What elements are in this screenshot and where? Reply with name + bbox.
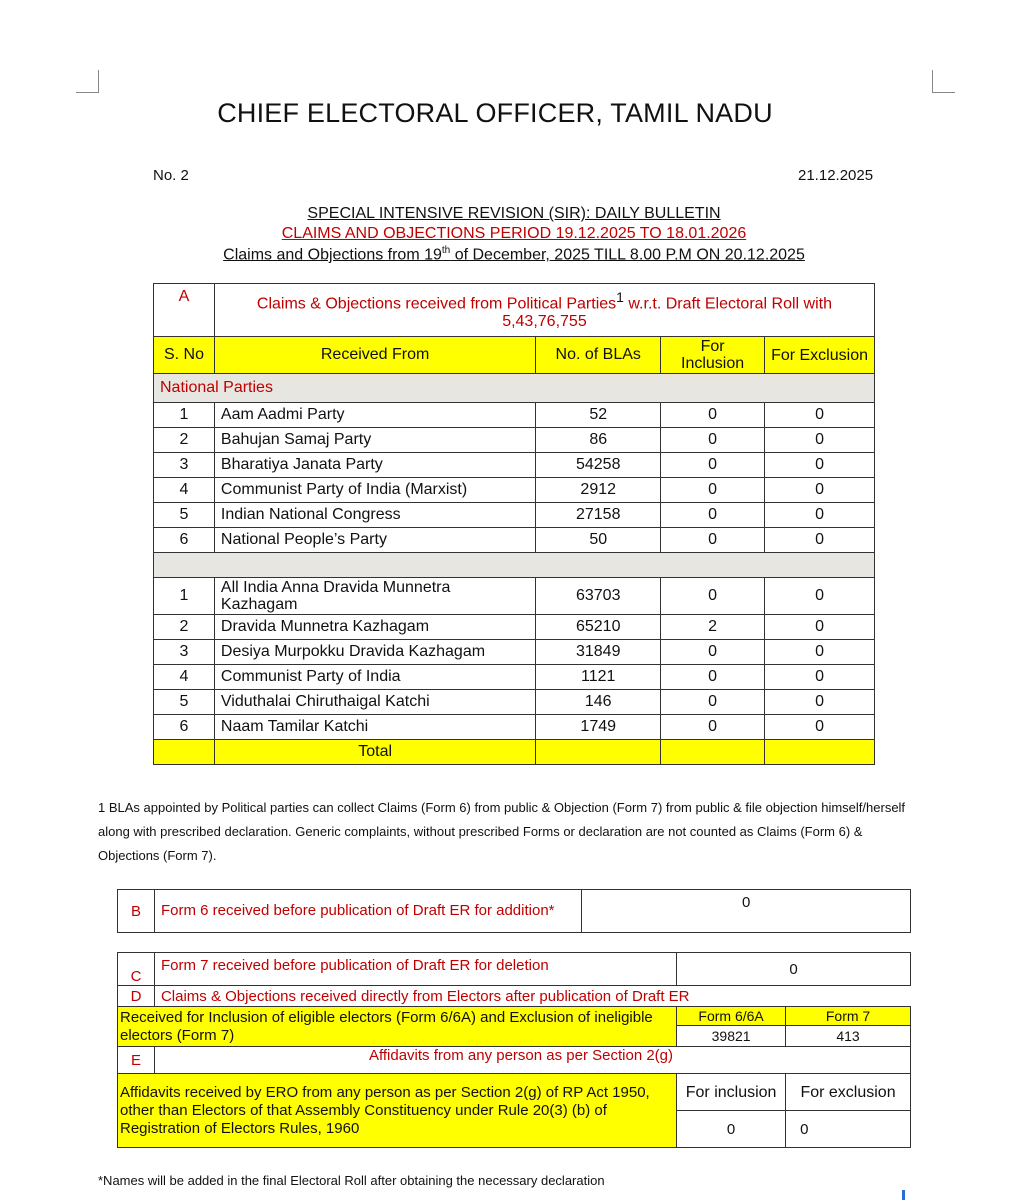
table-row — [154, 615, 875, 640]
table-row — [154, 453, 875, 478]
section-d-letter: D — [118, 986, 155, 1007]
row-exclusion: 0 — [765, 665, 875, 690]
bulletin-date: 21.12.2025 — [798, 167, 874, 184]
bottom-note: *Names will be added in the final Electoral Roll after obtaining the necessary declaration — [98, 1173, 605, 1188]
state-parties-spacer — [154, 553, 875, 578]
section-a-letter: A — [154, 284, 215, 337]
table-row — [154, 715, 875, 740]
table-row — [154, 665, 875, 690]
table-row — [154, 528, 875, 553]
section-e-val-inclusion: 0 — [677, 1111, 786, 1148]
section-e-col-inclusion: For inclusion — [677, 1074, 786, 1111]
section-e-label: Affidavits from any person as per Section 2(g) — [154, 1047, 910, 1074]
section-e-letter: E — [118, 1047, 155, 1074]
row-inclusion: 0 — [661, 403, 765, 428]
section-d-data-row — [118, 1007, 911, 1026]
row-party-name: Bahujan Samaj Party — [214, 428, 535, 453]
crop-mark-top-left — [76, 70, 99, 93]
section-a-title-row — [154, 284, 875, 337]
row-blas: 2912 — [536, 478, 661, 503]
claims-window-heading — [0, 245, 1016, 264]
claims-window-superscript: th — [441, 245, 451, 256]
row-sno: 5 — [154, 503, 215, 528]
row-sno: 6 — [154, 528, 215, 553]
scroll-indicator — [902, 1190, 905, 1200]
row-exclusion: 0 — [765, 428, 875, 453]
section-b-value: 0 — [582, 890, 911, 933]
row-blas: 52 — [536, 403, 661, 428]
section-d-col-form6: Form 6/6A — [677, 1007, 786, 1026]
row-blas: 1121 — [536, 665, 661, 690]
section-b-label: Form 6 received before publication of Draft ER for addition* — [154, 890, 581, 933]
total-empty-sno — [154, 740, 215, 765]
footnote-number: 1 — [98, 800, 106, 815]
section-e-heading-row — [118, 1047, 911, 1074]
bulletin-heading: SPECIAL INTENSIVE REVISION (SIR): DAILY BULLETIN — [307, 205, 721, 222]
row-inclusion: 0 — [661, 478, 765, 503]
bulletin-number: No. 2 — [153, 167, 189, 184]
row-exclusion: 0 — [765, 578, 875, 615]
row-blas: 31849 — [536, 640, 661, 665]
row-exclusion: 0 — [765, 453, 875, 478]
section-a-title-pre: Claims & Objections received from Political Parties — [256, 295, 617, 313]
total-exclusion — [765, 740, 875, 765]
row-inclusion: 0 — [661, 665, 765, 690]
col-header-sno: S. No — [154, 337, 215, 374]
row-inclusion: 0 — [661, 453, 765, 478]
row-party-name: National People’s Party — [214, 528, 535, 553]
row-exclusion: 0 — [765, 478, 875, 503]
section-c-row — [118, 953, 911, 986]
section-e-val-exclusion: 0 — [786, 1111, 911, 1148]
row-exclusion: 0 — [765, 403, 875, 428]
table-row — [154, 690, 875, 715]
section-a-title-post: w.r.t. Draft Electoral Roll with — [623, 295, 832, 313]
row-blas: 1749 — [536, 715, 661, 740]
total-inclusion — [661, 740, 765, 765]
section-a-roll-size: 5,43,76,755 — [502, 313, 587, 331]
row-blas: 146 — [536, 690, 661, 715]
table-row — [154, 403, 875, 428]
section-c-value: 0 — [677, 953, 911, 986]
row-sno: 3 — [154, 453, 215, 478]
row-inclusion: 0 — [661, 503, 765, 528]
table-row — [154, 478, 875, 503]
row-sno: 3 — [154, 640, 215, 665]
row-exclusion: 0 — [765, 528, 875, 553]
row-exclusion: 0 — [765, 503, 875, 528]
row-inclusion: 0 — [661, 715, 765, 740]
row-party-name: Communist Party of India (Marxist) — [214, 478, 535, 503]
row-party-name: Indian National Congress — [214, 503, 535, 528]
section-b-table — [117, 889, 911, 933]
row-exclusion: 0 — [765, 640, 875, 665]
section-d-val-form6: 39821 — [677, 1026, 786, 1047]
section-e-col-row — [118, 1074, 911, 1111]
row-blas: 86 — [536, 428, 661, 453]
table-row — [154, 503, 875, 528]
row-sno: 4 — [154, 665, 215, 690]
row-sno: 2 — [154, 615, 215, 640]
claims-period-heading: CLAIMS AND OBJECTIONS PERIOD 19.12.2025 TO 18.01.2026 — [281, 225, 747, 242]
footnote — [98, 796, 906, 868]
row-sno: 2 — [154, 428, 215, 453]
row-party-name: Naam Tamilar Katchi — [214, 715, 535, 740]
row-inclusion: 0 — [661, 428, 765, 453]
row-sno: 5 — [154, 690, 215, 715]
section-b-row — [118, 890, 911, 933]
row-exclusion: 0 — [765, 690, 875, 715]
row-party-name: Aam Aadmi Party — [214, 403, 535, 428]
col-header-received-from: Received From — [214, 337, 535, 374]
row-blas: 50 — [536, 528, 661, 553]
row-inclusion: 2 — [661, 615, 765, 640]
crop-mark-top-right — [932, 70, 955, 93]
section-d-row-label: Received for Inclusion of eligible electors (Form 6/6A) and Exclusion of ineligible electors (Form 7) — [118, 1007, 677, 1047]
claims-window-text-post: of December, 2025 TILL 8.00 P.M ON 20.12.2025 — [450, 246, 805, 264]
table-row — [154, 640, 875, 665]
row-exclusion: 0 — [765, 615, 875, 640]
claims-window-text-pre: Claims and Objections from 19 — [223, 246, 442, 264]
row-party-name: Viduthalai Chiruthaigal Katchi — [214, 690, 535, 715]
section-a-footnote-ref: 1 — [616, 288, 624, 305]
section-e-col-exclusion: For exclusion — [786, 1074, 911, 1111]
row-sno: 6 — [154, 715, 215, 740]
col-header-exclusion: For Exclusion — [765, 337, 875, 374]
footnote-text: BLAs appointed by Political parties can collect Claims (Form 6) from public & Objection (Form 7) from public & file objection himself/herself along with prescribed declaration. Generic complaints, without prescribed Forms or declaration are not counted as Claims (Form 6) & Objections (Form 7). — [98, 800, 906, 863]
row-party-name: Communist Party of India — [214, 665, 535, 690]
col-header-blas: No. of BLAs — [536, 337, 661, 374]
row-blas: 63703 — [536, 578, 661, 615]
national-parties-heading-row — [154, 374, 875, 403]
state-parties-heading-row — [154, 553, 875, 578]
total-blas — [536, 740, 661, 765]
col-header-inclusion: For Inclusion — [661, 337, 765, 374]
row-sno: 1 — [154, 403, 215, 428]
national-parties-label: National Parties — [154, 374, 875, 403]
section-c-letter: C — [118, 953, 155, 986]
section-cde-table — [117, 952, 911, 1148]
row-inclusion: 0 — [661, 578, 765, 615]
section-e-row-label: Affidavits received by ERO from any person as per Section 2(g) of RP Act 1950, other than Electors of that Assembly Constituency under Rule 20(3) (b) of Registration of Electors Rules, 1960 — [118, 1074, 677, 1148]
total-row — [154, 740, 875, 765]
row-party-name: All India Anna Dravida Munnetra Kazhagam — [214, 578, 535, 615]
page-title: CHIEF ELECTORAL OFFICER, TAMIL NADU — [217, 98, 773, 128]
section-d-heading-row — [118, 986, 911, 1007]
row-party-name: Dravida Munnetra Kazhagam — [214, 615, 535, 640]
row-blas: 65210 — [536, 615, 661, 640]
section-c-label: Form 7 received before publication of Draft ER for deletion — [154, 953, 676, 986]
section-d-label: Claims & Objections received directly from Electors after publication of Draft ER — [154, 986, 910, 1007]
table-row — [154, 578, 875, 615]
section-a-header-row — [154, 337, 875, 374]
row-party-name: Bharatiya Janata Party — [214, 453, 535, 478]
section-d-col-form7: Form 7 — [786, 1007, 911, 1026]
row-blas: 54258 — [536, 453, 661, 478]
section-a-title — [214, 284, 874, 337]
total-label: Total — [214, 740, 535, 765]
row-sno: 1 — [154, 578, 215, 615]
row-inclusion: 0 — [661, 528, 765, 553]
section-b-letter: B — [118, 890, 155, 933]
row-inclusion: 0 — [661, 640, 765, 665]
row-inclusion: 0 — [661, 690, 765, 715]
row-blas: 27158 — [536, 503, 661, 528]
row-sno: 4 — [154, 478, 215, 503]
row-party-name: Desiya Murpokku Dravida Kazhagam — [214, 640, 535, 665]
table-row — [154, 428, 875, 453]
section-d-val-form7: 413 — [786, 1026, 911, 1047]
section-a-table — [153, 283, 875, 765]
row-exclusion: 0 — [765, 715, 875, 740]
